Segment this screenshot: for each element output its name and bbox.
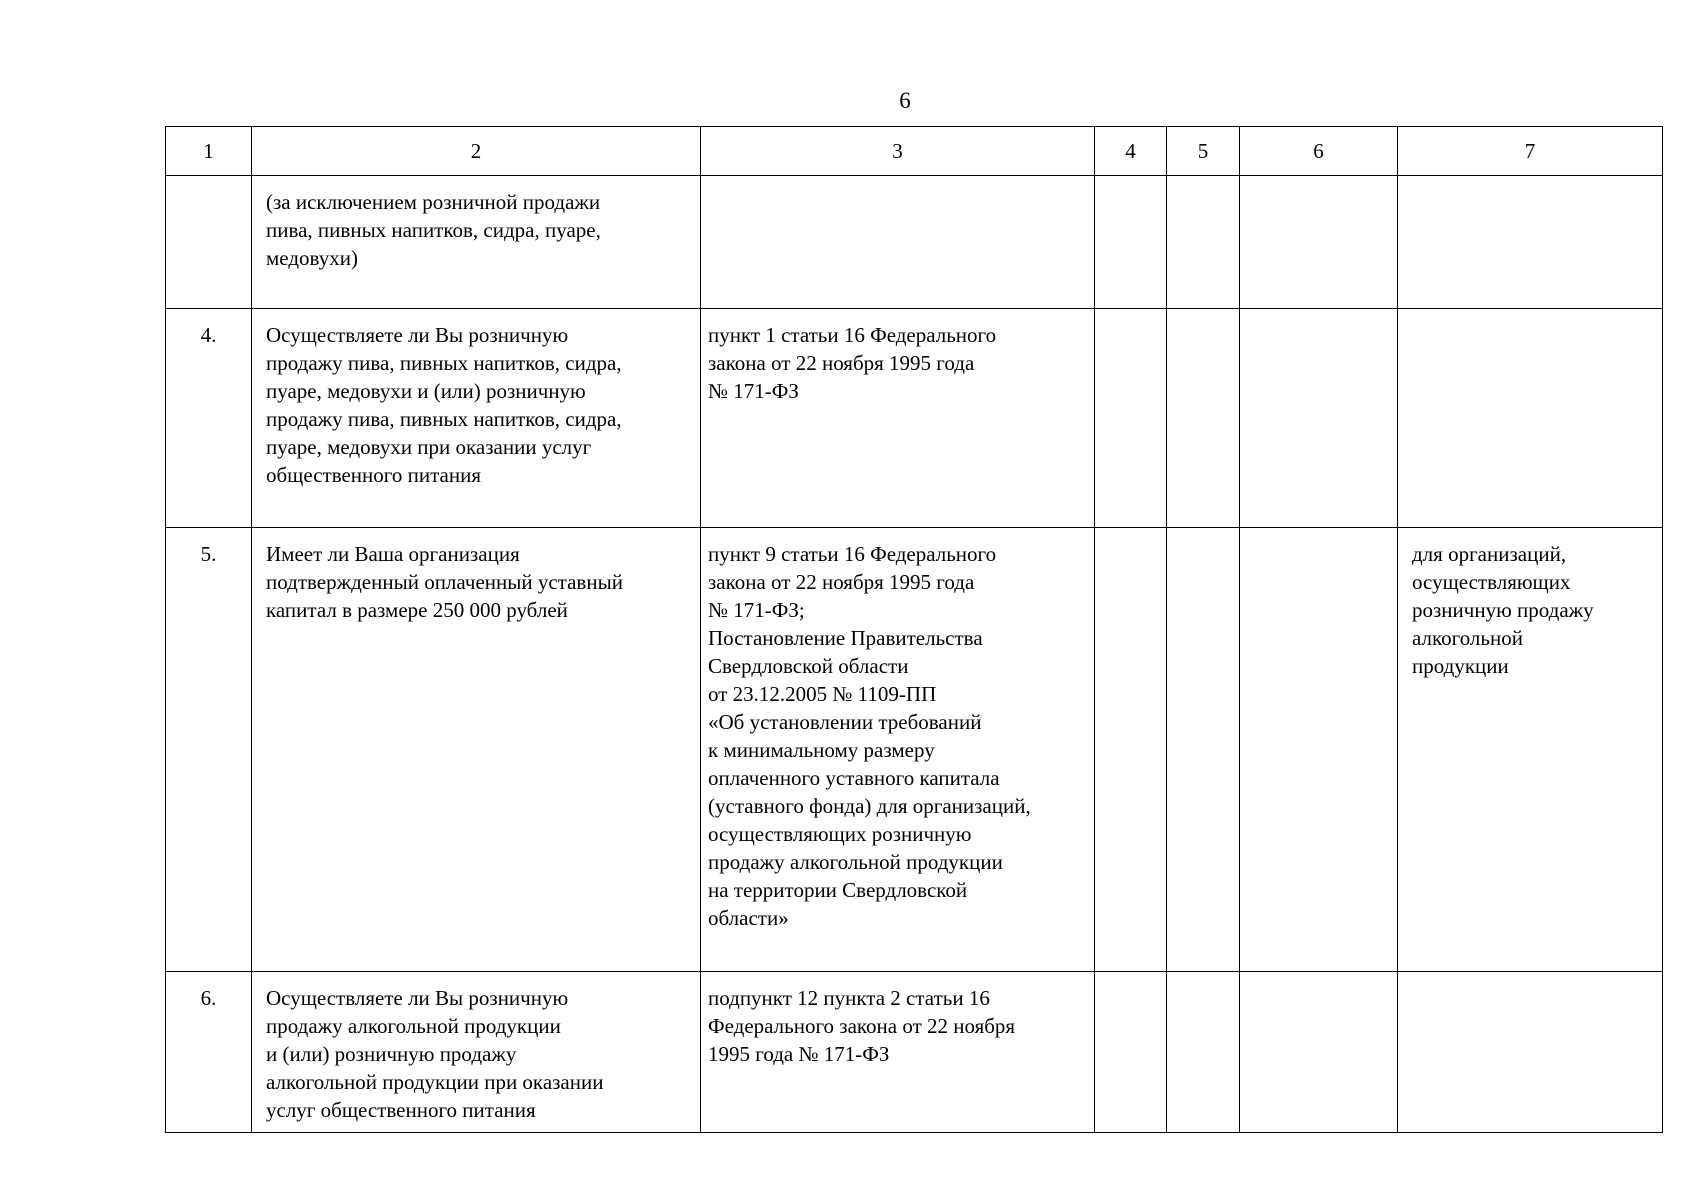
note-text	[1398, 309, 1662, 321]
note-text	[1398, 972, 1662, 984]
answer-cell-5	[1167, 972, 1240, 1133]
row-number	[166, 176, 251, 188]
column-header-2: 2	[252, 127, 701, 176]
checklist-table	[165, 126, 1663, 1133]
legal-reference: пункт 9 статьи 16 Федерального закона от 22 ноября 1995 года № 171-ФЗ; Постановление Правительства Свердловской области от 23.12.2005 № 1109-ПП «Об установлении требований к минимальному размеру оплаченного уставного капитала (уставного фонда) для организаций, осуществляющих розничную продажу алкогольной продукции на территории Свердловской области»	[708, 542, 1031, 930]
column-header-5: 5	[1167, 127, 1240, 176]
question-cell	[252, 972, 701, 1133]
note-text	[1398, 176, 1662, 188]
note-cell	[1398, 309, 1663, 528]
note-cell	[1398, 528, 1663, 972]
reference-cell	[701, 528, 1095, 972]
row-number: 5.	[200, 542, 217, 566]
note-cell	[1398, 972, 1663, 1133]
answer-cell-6	[1240, 528, 1398, 972]
column-header-3: 3	[701, 127, 1095, 176]
question-text: Осуществляете ли Вы розничную продажу алкогольной продукции и (или) розничную продажу алкогольной продукции при оказании услуг общественного питания	[266, 986, 604, 1122]
column-header-4: 4	[1095, 127, 1167, 176]
answer-cell-4	[1095, 528, 1167, 972]
row-number-cell	[166, 528, 252, 972]
answer-cell-5	[1167, 176, 1240, 309]
legal-reference	[701, 176, 1094, 188]
answer-cell-6	[1240, 176, 1398, 309]
reference-cell	[701, 972, 1095, 1133]
answer-cell-5	[1167, 309, 1240, 528]
answer-cell-4	[1095, 309, 1167, 528]
column-header-1: 1	[166, 127, 252, 176]
note-text: для организаций, осуществляющих розничную продажу алкогольной продукции	[1412, 542, 1594, 678]
question-cell	[252, 176, 701, 309]
note-cell	[1398, 176, 1663, 309]
answer-cell-4	[1095, 176, 1167, 309]
table-row	[166, 309, 1663, 528]
table-header-row	[166, 127, 1663, 176]
question-text: (за исключением розничной продажи пива, пивных напитков, сидра, пуаре, медовухи)	[266, 190, 601, 270]
row-number-cell	[166, 176, 252, 309]
answer-cell-4	[1095, 972, 1167, 1133]
table-row	[166, 972, 1663, 1133]
question-text: Осуществляете ли Вы розничную продажу пива, пивных напитков, сидра, пуаре, медовухи и (или) розничную продажу пива, пивных напитков, сидра, пуаре, медовухи при оказании услуг общественного питания	[266, 323, 622, 487]
row-number: 4.	[200, 323, 217, 347]
page-number: 6	[899, 88, 911, 113]
answer-cell-5	[1167, 528, 1240, 972]
answer-cell-6	[1240, 972, 1398, 1133]
question-text: Имеет ли Ваша организация подтвержденный оплаченный уставный капитал в размере 250 000 рублей	[266, 542, 623, 622]
legal-reference: подпункт 12 пункта 2 статьи 16 Федерального закона от 22 ноября 1995 года № 171-ФЗ	[708, 986, 1016, 1066]
legal-reference: пункт 1 статьи 16 Федерального закона от 22 ноября 1995 года № 171-ФЗ	[708, 323, 997, 403]
column-header-6: 6	[1240, 127, 1398, 176]
column-header-7: 7	[1398, 127, 1663, 176]
reference-cell	[701, 309, 1095, 528]
row-number: 6.	[200, 986, 217, 1010]
table-row	[166, 176, 1663, 309]
question-cell	[252, 309, 701, 528]
answer-cell-6	[1240, 309, 1398, 528]
row-number-cell	[166, 309, 252, 528]
row-number-cell	[166, 972, 252, 1133]
table-row	[166, 528, 1663, 972]
question-cell	[252, 528, 701, 972]
reference-cell	[701, 176, 1095, 309]
